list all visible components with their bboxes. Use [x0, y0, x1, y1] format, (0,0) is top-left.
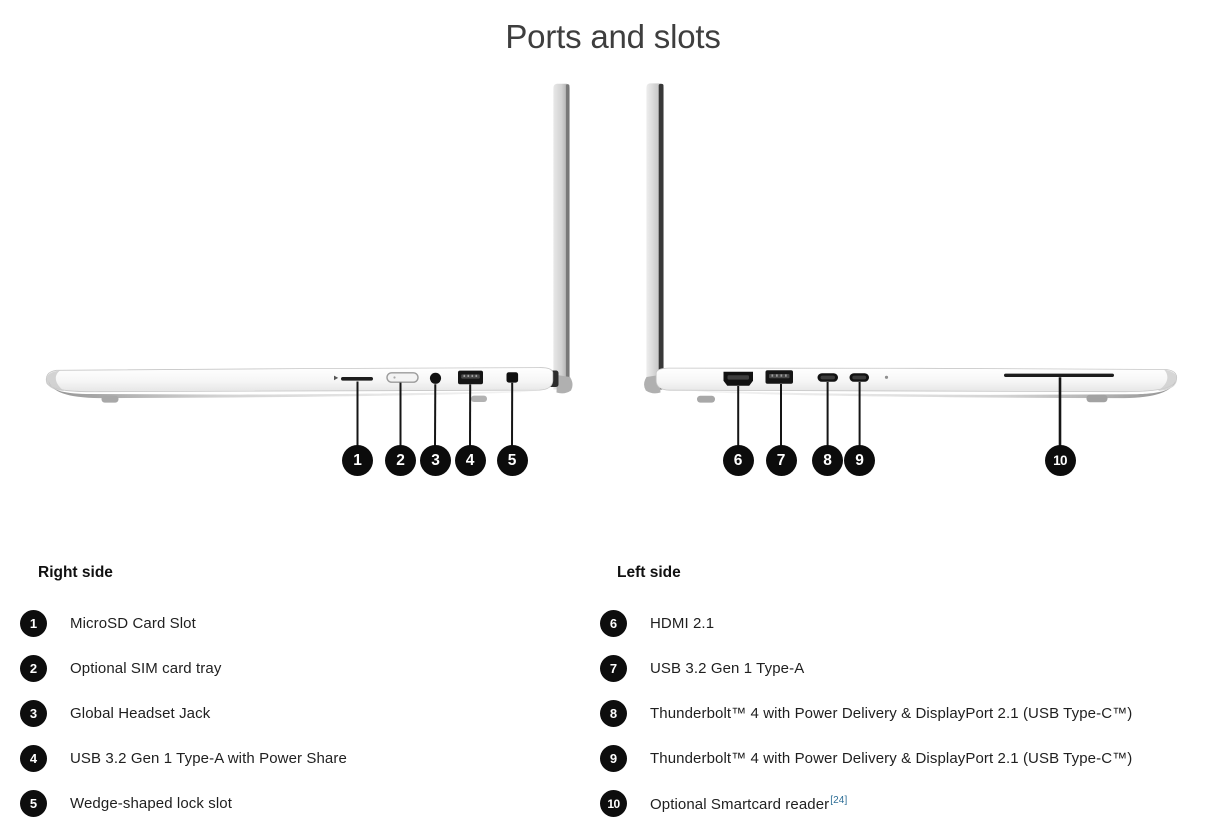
legend-item-thunderbolt-1	[600, 700, 1132, 727]
legend-number-badge: 5	[20, 790, 47, 817]
callout-6: 6	[723, 445, 754, 476]
legend-number-badge: 4	[20, 745, 47, 772]
legend-number-badge: 2	[20, 655, 47, 682]
usb-c-port-2	[850, 373, 870, 382]
rubber-foot	[1087, 395, 1108, 402]
callout-8: 8	[812, 445, 843, 476]
legend-item-label: USB 3.2 Gen 1 Type-A	[650, 660, 805, 677]
legend-item-hdmi	[600, 610, 714, 637]
legend-heading-left-side: Left side	[617, 564, 681, 581]
sim-card-tray	[387, 373, 418, 382]
footnote-24-link[interactable]: [24]	[830, 794, 848, 806]
usb-c-port-1	[818, 373, 839, 382]
legend-item-label: Wedge-shaped lock slot	[70, 795, 233, 812]
legend-item-label: Global Headset Jack	[70, 705, 211, 722]
legend-item-sim-tray	[20, 655, 221, 682]
legend-number-badge: 3	[20, 700, 47, 727]
wedge-lock-slot	[507, 372, 519, 382]
legend-item-smartcard	[600, 790, 847, 817]
rubber-foot	[471, 396, 487, 402]
callout-2: 2	[385, 445, 416, 476]
legend-item-label: MicroSD Card Slot	[70, 615, 196, 632]
smartcard-reader-slot	[1004, 374, 1114, 377]
callout-9: 9	[844, 445, 875, 476]
callout-lines-right-view	[358, 382, 513, 447]
headset-jack	[430, 373, 441, 384]
legend-item-label: Thunderbolt™ 4 with Power Delivery & DisplayPort 2.1 (USB Type-C™)	[650, 705, 1133, 722]
laptop-left-side-view	[644, 83, 1177, 402]
legend-heading-right-side: Right side	[38, 564, 113, 581]
callout-10: 10	[1045, 445, 1076, 476]
hdmi-port	[724, 372, 754, 386]
hinge-cover	[557, 375, 573, 393]
microsd-card-slot	[341, 377, 373, 381]
legend-number-badge: 10	[600, 790, 627, 817]
rubber-foot	[102, 396, 119, 403]
callout-3: 3	[420, 445, 451, 476]
legend-item-usb-a	[600, 655, 804, 682]
status-led	[885, 376, 888, 379]
callout-7: 7	[766, 445, 797, 476]
legend-number-badge: 1	[20, 610, 47, 637]
legend-item-label: HDMI 2.1	[650, 615, 715, 632]
legend-item-label: Thunderbolt™ 4 with Power Delivery & DisplayPort 2.1 (USB Type-C™)	[650, 750, 1133, 767]
usb-a-port-right	[458, 371, 483, 385]
legend-item-usb-a-power-share	[20, 745, 347, 772]
legend-item-microsd	[20, 610, 196, 637]
legend-number-badge: 9	[600, 745, 627, 772]
legend-item-headset-jack	[20, 700, 210, 727]
legend-item-lock-slot	[20, 790, 232, 817]
laptop-right-side-view	[46, 84, 572, 403]
page-title: Ports and slots	[505, 18, 721, 55]
legend-number-badge: 7	[600, 655, 627, 682]
rubber-foot	[697, 396, 715, 403]
legend-number-badge: 8	[600, 700, 627, 727]
legend-number-badge: 6	[600, 610, 627, 637]
legend-item-label: Optional SIM card tray	[70, 660, 222, 677]
legend-item-label: Optional Smartcard reader	[650, 795, 830, 813]
callout-1: 1	[342, 445, 373, 476]
legend-item-thunderbolt-2	[600, 745, 1132, 772]
callout-5: 5	[497, 445, 528, 476]
usb-a-port-left	[766, 370, 794, 384]
callout-4: 4	[455, 445, 486, 476]
legend-item-label: USB 3.2 Gen 1 Type-A with Power Share	[70, 750, 347, 767]
